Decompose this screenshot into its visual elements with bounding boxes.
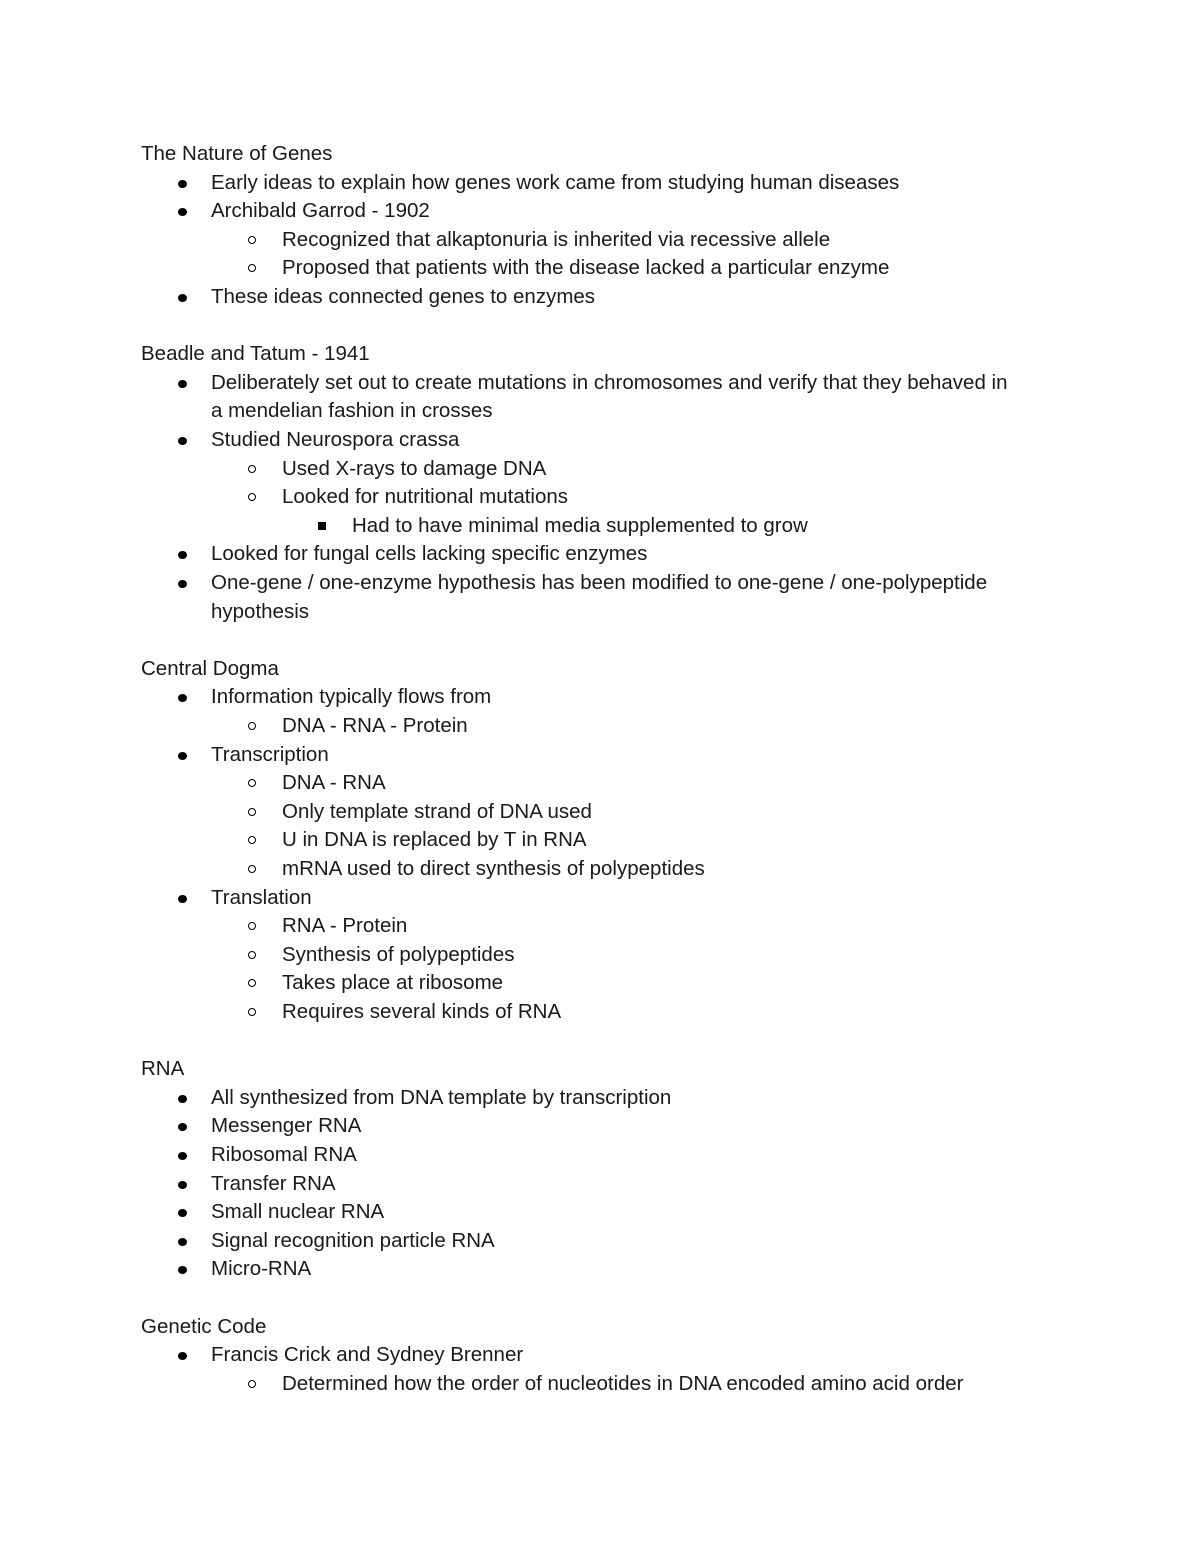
list-item-text: U in DNA is replaced by T in RNA — [282, 828, 587, 852]
hollow-bullet-icon — [248, 236, 256, 244]
section-heading-text: Genetic Code — [141, 1314, 267, 1338]
hollow-bullet-icon — [248, 1008, 256, 1016]
list-item-text: Small nuclear RNA — [211, 1200, 385, 1224]
list-item-text: Deliberately set out to create mutations in chromosomes and verify that they behaved in — [211, 370, 1008, 394]
filled-bullet-icon — [178, 1095, 187, 1103]
list-item-text: DNA - RNA — [282, 771, 386, 795]
filled-bullet-icon — [178, 580, 187, 588]
list-item-text: Translation — [211, 885, 312, 909]
filled-bullet-icon — [178, 895, 187, 903]
filled-bullet-icon — [178, 1123, 187, 1131]
hollow-bullet-icon — [248, 808, 256, 816]
filled-bullet-icon — [178, 380, 187, 388]
hollow-bullet-icon — [248, 836, 256, 844]
filled-bullet-icon — [178, 1152, 187, 1160]
list-item-text: mRNA used to direct synthesis of polypeptides — [282, 857, 705, 880]
list-item-text: These ideas connected genes to enzymes — [211, 285, 596, 308]
filled-bullet-icon — [178, 1181, 187, 1189]
list-item-continuation-text: a mendelian fashion in crosses — [211, 399, 493, 423]
hollow-bullet-icon — [248, 922, 256, 930]
square-bullet-icon — [318, 522, 326, 530]
hollow-bullet-icon — [248, 1380, 256, 1388]
filled-bullet-icon — [178, 1238, 187, 1246]
filled-bullet-icon — [178, 294, 187, 302]
list-item-text: Information typically flows from — [211, 685, 492, 709]
hollow-bullet-icon — [248, 465, 256, 473]
list-item-text: Takes place at ribosome — [282, 971, 504, 995]
filled-bullet-icon — [178, 1352, 187, 1360]
list-item-continuation-text: hypothesis — [211, 599, 310, 623]
list-item-text: Signal recognition particle RNA — [211, 1228, 495, 1252]
list-item-text: Synthesis of polypeptides — [282, 942, 515, 966]
list-item-text: Proposed that patients with the disease lacked a particular enzyme — [282, 256, 890, 280]
list-item-text: Determined how the order of nucleotides in DNA encoded amino acid order — [282, 1371, 964, 1395]
list-item-text: Messenger RNA — [211, 1114, 362, 1138]
hollow-bullet-icon — [248, 722, 256, 730]
list-item-text: RNA - Protein — [282, 914, 408, 938]
list-item-text: Ribosomal RNA — [211, 1143, 357, 1166]
section-heading-text: Beadle and Tatum - 1941 — [141, 342, 370, 366]
filled-bullet-icon — [178, 694, 187, 702]
list-item-text: Had to have minimal media supplemented to grow — [352, 513, 808, 537]
list-item-text: Requires several kinds of RNA — [282, 1000, 562, 1023]
list-item-text: Archibald Garrod - 1902 — [211, 199, 430, 223]
list-item-text: Only template strand of DNA used — [282, 799, 592, 823]
list-item-text: Recognized that alkaptonuria is inherited via recessive allele — [282, 227, 831, 251]
list-item-text: One-gene / one-enzyme hypothesis has been modified to one-gene / one-polypeptide — [211, 571, 988, 594]
section-heading-text: RNA — [141, 1057, 185, 1081]
filled-bullet-icon — [178, 551, 187, 559]
filled-bullet-icon — [178, 1266, 187, 1274]
list-item-text: Transfer RNA — [211, 1171, 336, 1195]
hollow-bullet-icon — [248, 951, 256, 959]
filled-bullet-icon — [178, 180, 187, 188]
list-item-text: Looked for fungal cells lacking specific enzymes — [211, 542, 648, 566]
hollow-bullet-icon — [248, 979, 256, 987]
list-item-text: Looked for nutritional mutations — [282, 485, 569, 509]
hollow-bullet-icon — [248, 865, 256, 873]
list-item-text: Studied Neurospora crassa — [211, 428, 460, 451]
filled-bullet-icon — [178, 437, 187, 445]
list-item-text: Transcription — [211, 742, 329, 766]
filled-bullet-icon — [178, 208, 187, 216]
list-item-text: All synthesized from DNA template by transcription — [211, 1085, 672, 1109]
hollow-bullet-icon — [248, 264, 256, 272]
filled-bullet-icon — [178, 1209, 187, 1217]
list-item-text: Francis Crick and Sydney Brenner — [211, 1343, 524, 1367]
filled-bullet-icon — [178, 752, 187, 760]
hollow-bullet-icon — [248, 779, 256, 787]
list-item-text: Used X-rays to damage DNA — [282, 456, 547, 480]
section-heading-text: The Nature of Genes — [141, 142, 333, 165]
list-item-text: DNA - RNA - Protein — [282, 714, 468, 737]
list-item-text: Early ideas to explain how genes work came from studying human diseases — [211, 170, 900, 194]
list-item-text: Micro-RNA — [211, 1257, 312, 1281]
section-heading-text: Central Dogma — [141, 656, 279, 680]
hollow-bullet-icon — [248, 493, 256, 501]
